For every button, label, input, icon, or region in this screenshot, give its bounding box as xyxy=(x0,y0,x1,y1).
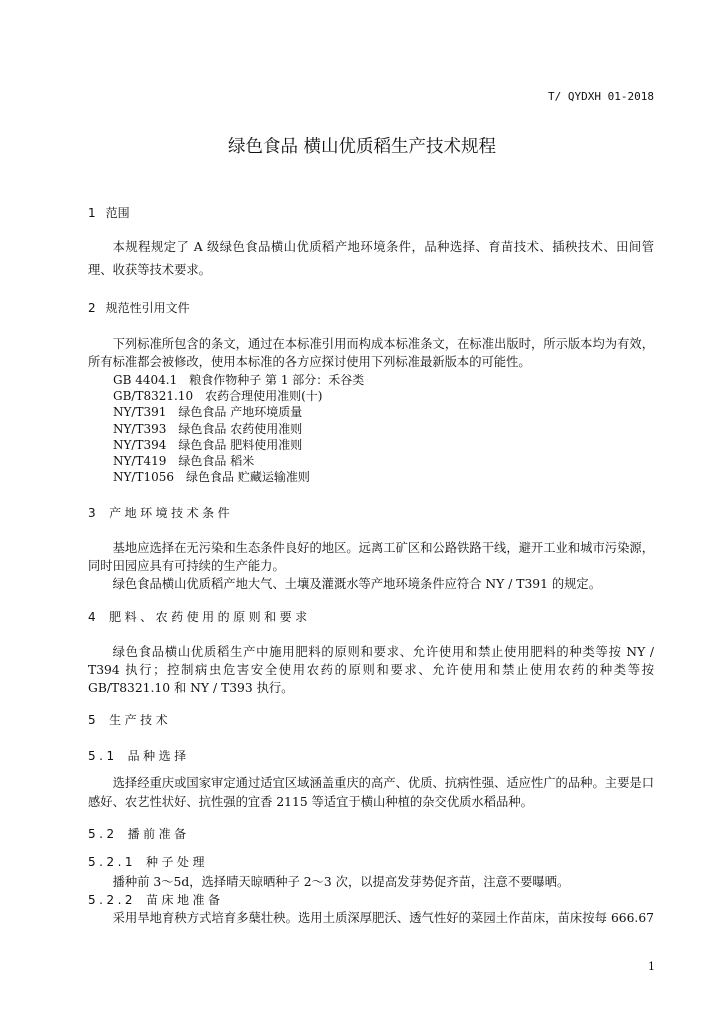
section-title: 种子处理 xyxy=(146,855,209,869)
section-1-heading xyxy=(88,206,130,220)
reference-code: NY/T393 xyxy=(113,421,167,436)
section-title: 肥料、农药使用的原则和要求 xyxy=(109,610,311,624)
section-1-paragraph: 本规程规定了 A 级绿色食品横山优质稻产地环境条件，品种选择、育苗技术、插秧技术、田间管理、收获等技术要求。 xyxy=(88,240,654,277)
reference-item xyxy=(113,469,654,485)
reference-code: NY/T394 xyxy=(113,437,167,452)
reference-code: NY/T391 xyxy=(113,405,167,420)
section-number: 5.2.2 xyxy=(88,893,137,907)
section-title: 苗床地准备 xyxy=(146,893,224,907)
reference-name: 绿色食品 产地环境质量 xyxy=(178,405,303,420)
section-title: 规范性引用文件 xyxy=(105,301,190,315)
section-3-heading xyxy=(88,506,233,520)
reference-name: 绿色食品 稻米 xyxy=(178,454,255,469)
section-number: 5.2.1 xyxy=(88,855,137,869)
section-2-heading xyxy=(88,301,190,315)
section-number: 1 xyxy=(88,206,96,220)
section-2-paragraph: 下列标准所包含的条文，通过在本标准引用而构成本标准条文，在标准出版时，所示版本均为有效，所有标准都会被修改，使用本标准的各方应探讨使用下列标准最新版本的可能性。 xyxy=(88,337,654,369)
section-title: 播前准备 xyxy=(127,827,190,841)
reference-name: 粮食作物种子 第 1 部分：禾谷类 xyxy=(189,373,365,387)
section-5-2-2-heading xyxy=(88,893,224,907)
reference-code: GB 4404.1 xyxy=(113,373,178,387)
section-5-2-heading xyxy=(88,827,190,841)
section-number: 2 xyxy=(88,301,96,315)
section-5-heading xyxy=(88,713,171,727)
reference-code: NY/T1056 xyxy=(113,470,175,485)
section-number: 5 xyxy=(88,713,100,727)
section-5-2-1-heading xyxy=(88,855,208,869)
section-3-paragraph-1: 基地应选择在无污染和生态条件良好的地区。远离工矿区和公路铁路干线，避开工业和城市污染源，同时田园应具有可持续的生产能力。 xyxy=(88,541,654,573)
reference-item xyxy=(113,404,654,420)
section-5-1-heading xyxy=(88,749,190,763)
section-4-paragraph: 绿色食品横山优质稻生产中施用肥料的原则和要求、允许使用和禁止使用肥料的种类等按 NY / T394 执行；控制病虫危害安全使用农药的原则和要求、允许使用和禁止使用农药的种类等按 GB/T8321.10 和 NY / T393 执行。 xyxy=(88,645,654,695)
section-number: 4 xyxy=(88,610,100,624)
reference-name: 绿色食品 农药使用准则 xyxy=(178,421,303,436)
section-title: 生产技术 xyxy=(109,713,172,727)
reference-code: NY/T419 xyxy=(113,454,167,469)
section-title: 品种选择 xyxy=(127,749,190,763)
reference-item xyxy=(113,372,654,388)
reference-item xyxy=(113,421,654,437)
reference-item xyxy=(113,437,654,453)
section-5-2-2-paragraph: 采用旱地育秧方式培育多蘖壮秧。选用土质深厚肥沃、透气性好的菜园土作苗床，苗床按每 666.67 xyxy=(112,911,654,925)
page-number: 1 xyxy=(648,960,655,973)
reference-name: 绿色食品 贮藏运输准则 xyxy=(186,470,310,485)
section-5-2-1-paragraph: 播种前 3～5d，选择晴天晾晒种子 2～3 次，以提高发芽势促齐苗，注意不要曝晒。 xyxy=(112,875,570,889)
section-number: 5.1 xyxy=(88,749,118,763)
document-title: 绿色食品 横山优质稻生产技术规程 xyxy=(227,137,497,157)
section-number: 3 xyxy=(88,506,100,520)
section-number: 5.2 xyxy=(88,827,118,841)
reference-name: 绿色食品 肥料使用准则 xyxy=(178,437,303,452)
section-title: 产地环境技术条件 xyxy=(109,506,234,520)
section-5-1-paragraph: 选择经重庆或国家审定通过适宜区域涵盖重庆的高产、优质、抗病性强、适应性广的品种。主要是口感好、农艺性状好、抗性强的宜香 2115 等适宜于横山种植的杂交优质水稻品种。 xyxy=(88,776,654,809)
reference-list xyxy=(113,372,654,485)
reference-code: GB/T8321.10 xyxy=(113,389,194,404)
reference-item xyxy=(113,453,654,469)
document-code: T/ QYDXH 01-2018 xyxy=(548,90,654,103)
section-4-heading xyxy=(88,610,311,624)
section-3-paragraph-2: 绿色食品横山优质稻产地大气、土壤及灌溉水等产地环境条件应符合 NY / T391 的规定。 xyxy=(112,577,602,591)
reference-name: 农药合理使用准则(十) xyxy=(205,389,323,404)
reference-item xyxy=(113,388,654,404)
section-title: 范围 xyxy=(105,206,130,220)
